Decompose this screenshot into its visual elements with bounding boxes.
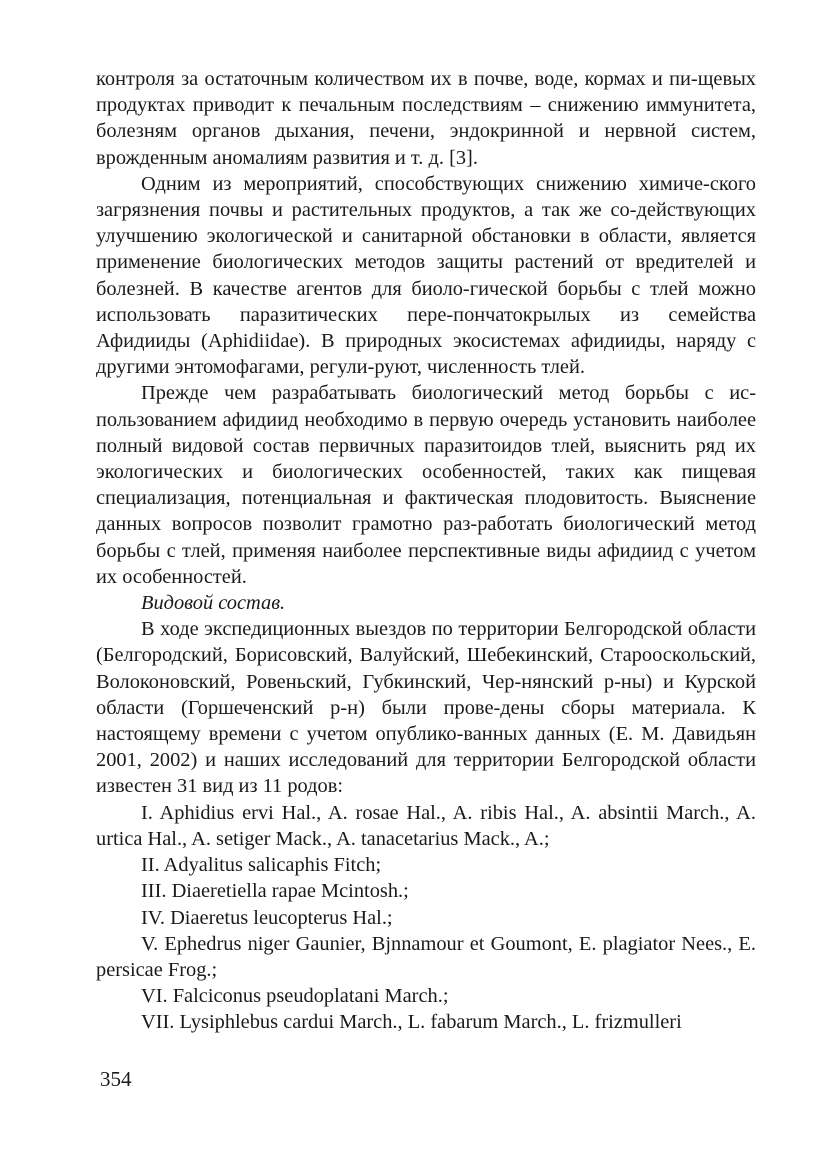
section-heading-species: Видовой состав.	[141, 592, 286, 615]
species-list-item-1: I. Aphidius ervi Hal., A. rosae Hal., A. ribis Hal., A. absintii March., A. urtica Hal., A. setiger Mack., A. tanacetarius Mack., A.;	[96, 801, 756, 850]
paragraph-expeditions: В ходе экспедиционных выездов по территории Белгородской области (Белгородский, Борисовский, Валуйский, Шебекинский, Старооскольский, Волоконовский, Ровеньский, Губкинский, Чер-нянский р-ны) и Курской области (Горшеченский р-н) были прове-дены сборы материала. К настоящему времени с учетом опублико-ванных данных (Е. М. Давидьян 2001, 2002) и наших исследований для территории Белгородской области известен 31 вид из 11 родов:	[96, 618, 756, 798]
page-body	[96, 66, 756, 1036]
paragraph-method: Прежде чем разрабатывать биологический метод борьбы с ис-пользованием афидиид необходимо в первую очередь установить наиболее полный видовой состав первичных паразитоидов тлей, выяснить ряд их экологических и биологических особенностей, таких как пищевая специализация, потенциальная и фактическая плодовитость. Выяснение данных вопросов позволит грамотно раз-работать биологический метод борьбы с тлей, применяя наиболее перспективные виды афидиид с учетом их особенностей.	[96, 382, 756, 588]
species-list-item-4: IV. Diaeretus leucopterus Hal.;	[141, 906, 393, 929]
species-list-item-5: V. Ephedrus niger Gaunier, Bjnnamour et Goumont, E. plagiator Nees., E. persicae Frog.;	[96, 932, 756, 981]
species-list-item-3: III. Diaeretiella rapae Mcintosh.;	[141, 880, 409, 903]
species-list-item-2: II. Adyalitus salicaphis Fitch;	[141, 854, 382, 877]
species-list-item-7: VII. Lysiphlebus cardui March., L. fabarum March., L. frizmulleri	[141, 1011, 682, 1034]
paragraph-measures: Одним из мероприятий, способствующих снижению химиче-ского загрязнения почвы и растительных продуктов, а так же со-действующих улучшению экологической и санитарной обстановки в области, является применение биологических методов защиты растений от вредителей и болезней. В качестве агентов для биоло-гической борьбы с тлей можно использовать паразитических пере-пончатокрылых из семейства Афидииды (Aphidiidae). В природных экосистемах афидииды, наряду с другими энтомофагами, регули-руют, численность тлей.	[96, 172, 756, 379]
species-list-item-6: VI. Falciconus pseudoplatani March.;	[141, 985, 449, 1008]
page-number: 354	[100, 1067, 132, 1091]
paragraph-continuation: контроля за остаточным количеством их в почве, воде, кормах и пи-щевых продуктах приводит к печальным последствиям – снижению иммунитета, болезням органов дыхания, печени, эндокринной и нервной систем, врожденным аномалиям развития и т. д. [3].	[96, 68, 756, 169]
